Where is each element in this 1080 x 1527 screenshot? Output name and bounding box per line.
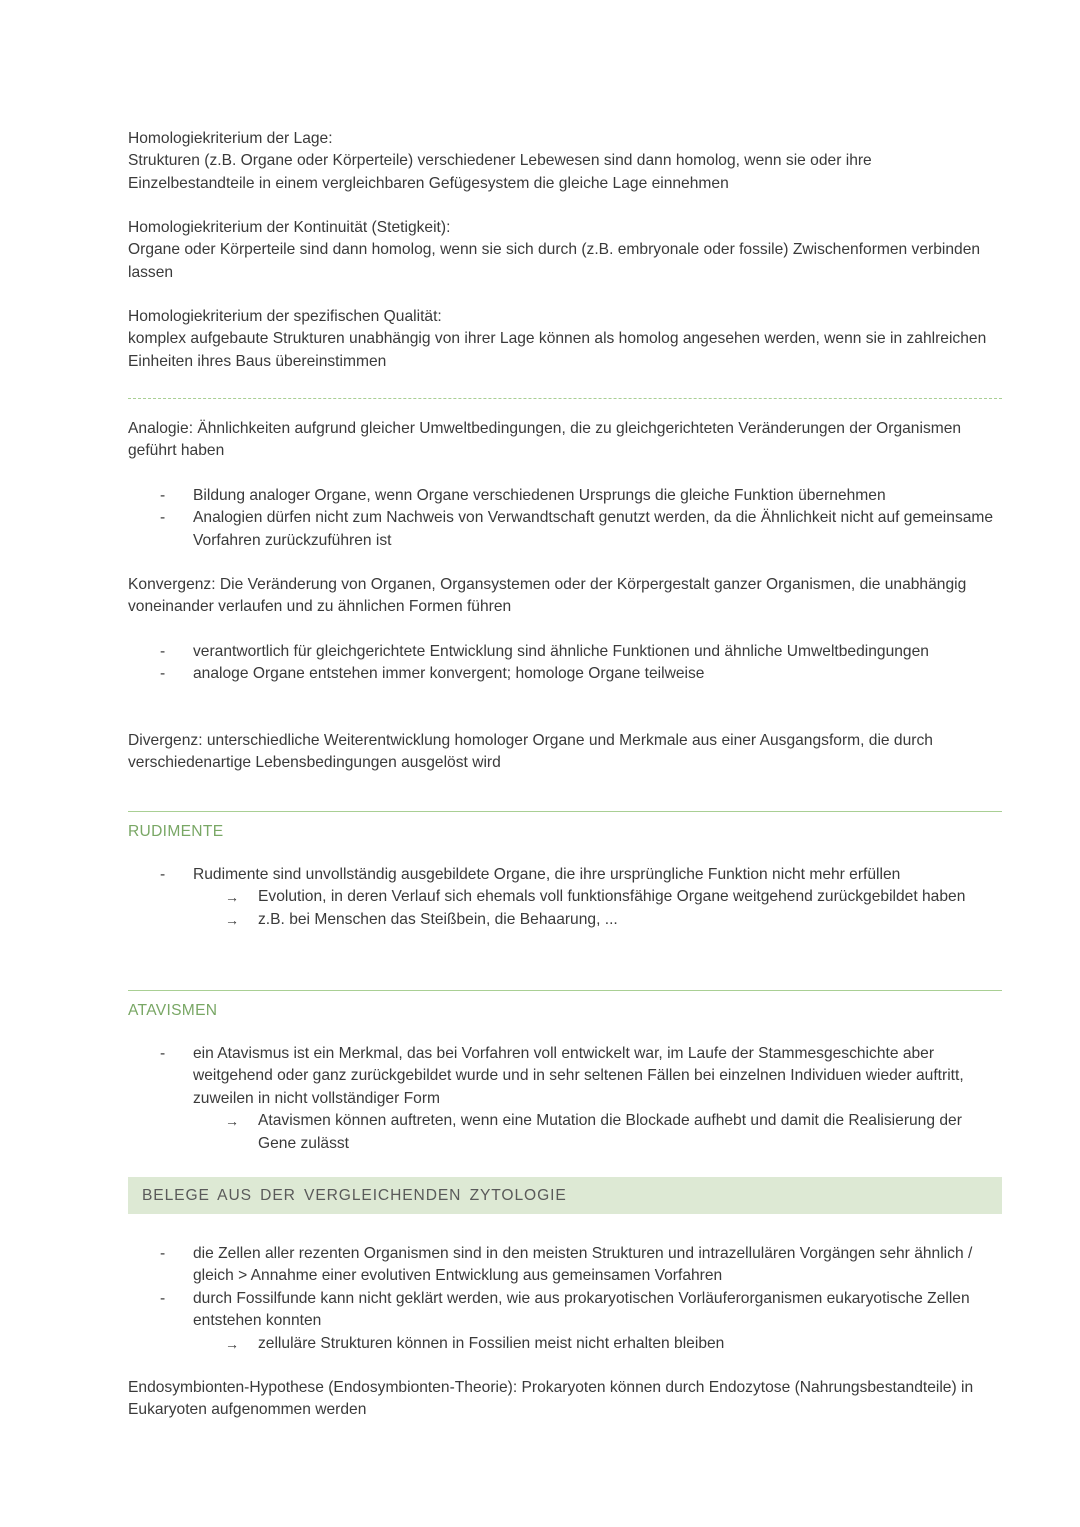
homologie-lage-title: Homologiekriterium der Lage:	[128, 130, 333, 147]
dash-bullet: -	[160, 1289, 166, 1307]
konvergenz-list	[128, 641, 1002, 686]
dash-bullet: -	[160, 487, 166, 504]
homologie-qualitaet-title: Homologiekriterium der spezifischen Qualität:	[128, 308, 442, 325]
dash-bullet: -	[160, 1045, 166, 1062]
atavismen-list	[128, 1043, 1002, 1155]
rudimente-divider	[128, 811, 1002, 812]
konvergenz-text: Konvergenz: Die Veränderung von Organen, Organsystemen oder der Körpergestalt ganzer Organismen, die unabhängig voneinander verlaufen und zu ähnlichen Formen führen	[128, 576, 967, 616]
homologie-kontinuitaet	[128, 217, 1002, 284]
homologie-qualitaet	[128, 306, 1002, 373]
endosymbionten-section	[128, 1377, 1002, 1422]
list-item: - ein Atavismus ist ein Merkmal, das bei Vorfahren voll entwickelt war, im Laufe der Stammesgeschichte aber weitgehend oder ganz zurückgebildet wurde und in sehr seltenen Fällen bei einzelnen Individuen wieder auftritt, zuweilen in nicht vollständiger Form → Atavismen können auftreten, wenn eine Mutation die Blockade aufhebt und damit die Realisierung der Gene zulässt	[128, 1043, 1002, 1155]
arrow-item: → zelluläre Strukturen können in Fossilien meist nicht erhalten bleiben	[193, 1333, 1002, 1355]
homologie-kontinuitaet-title: Homologiekriterium der Kontinuität (Stetigkeit):	[128, 219, 451, 236]
list-item: - durch Fossilfunde kann nicht geklärt werden, wie aus prokaryotischen Vorläuferorganismen eukaryotische Zellen entstehen konnten → zelluläre Strukturen können in Fossilien meist nicht erhalten bleiben	[128, 1288, 1002, 1355]
arrow-right-icon: →	[225, 911, 239, 928]
konvergenz-section	[128, 574, 1002, 619]
zytologie-list	[128, 1243, 1002, 1355]
rudimente-heading: RUDIMENTE	[128, 823, 224, 840]
dash-bullet: -	[160, 866, 166, 883]
list-item: - Rudimente sind unvollständig ausgebildete Organe, die ihre ursprüngliche Funktion nicht mehr erfüllen → Evolution, in deren Verlauf sich ehemals voll funktionsfähige Organe weitgehend zurückgebildet haben → z.B. bei Menschen das Steißbein, die Behaarung, ...	[128, 864, 1002, 931]
dash-bullet: -	[160, 643, 166, 660]
arrow-item: → z.B. bei Menschen das Steißbein, die Behaarung, ...	[193, 909, 1002, 931]
dashed-divider	[128, 398, 1002, 399]
atavismen-divider	[128, 990, 1002, 991]
divergenz-text: Divergenz: unterschiedliche Weiterentwicklung homologer Organe und Merkmale aus einer Ausgangsform, die durch verschiedenartige Lebensbedingungen ausgelöst wird	[128, 732, 933, 772]
arrow-item: → Evolution, in deren Verlauf sich ehemals voll funktionsfähige Organe weitgehend zurückgebildet haben	[193, 886, 1002, 908]
homologie-lage-text: Strukturen (z.B. Organe oder Körperteile) verschiedener Lebewesen sind dann homolog, wenn sie oder ihre Einzelbestandteile in einem vergleichbaren Gefügesystem die gleiche Lage einnehmen	[128, 152, 872, 192]
dash-bullet: -	[160, 509, 166, 527]
list-item: - analoge Organe entstehen immer konvergent; homologe Organe teilweise	[128, 663, 1002, 685]
divergenz-section	[128, 730, 1002, 775]
dash-bullet: -	[160, 1245, 166, 1262]
arrow-item: → Atavismen können auftreten, wenn eine Mutation die Blockade aufhebt und damit die Realisierung der Gene zulässt	[225, 1112, 962, 1152]
zytologie-heading: BELEGE AUS DER VERGLEICHENDEN ZYTOLOGIE	[142, 1187, 567, 1204]
homologie-qualitaet-text: komplex aufgebaute Strukturen unabhängig von ihrer Lage können als homolog angesehen werden, wenn sie in zahlreichen Einheiten ihres Baus übereinstimmen	[128, 330, 987, 370]
arrow-right-icon: →	[225, 889, 239, 906]
homologie-lage	[128, 128, 1002, 195]
list-item: - Bildung analoger Organe, wenn Organe verschiedenen Ursprungs die gleiche Funktion übernehmen	[128, 485, 1002, 507]
zytologie-banner	[128, 1177, 1002, 1214]
analogie-list	[128, 485, 1002, 552]
analogie-text: Analogie: Ähnlichkeiten aufgrund gleicher Umweltbedingungen, die zu gleichgerichteten Veränderungen der Organismen geführt haben	[128, 420, 962, 460]
list-item: - Analogien dürfen nicht zum Nachweis von Verwandtschaft genutzt werden, da die Ähnlichkeit nicht auf gemeinsame Vorfahren zurückzuführen ist	[160, 509, 994, 549]
endosymbionten-text: Endosymbionten-Hypothese (Endosymbionten-Theorie): Prokaryoten können durch Endozytose (Nahrungsbestandteile) in Eukaryoten aufgenommen werden	[128, 1379, 974, 1419]
dash-bullet: -	[160, 665, 166, 683]
atavismen-heading: ATAVISMEN	[128, 1002, 218, 1019]
rudimente-list	[128, 864, 1002, 931]
arrow-right-icon: →	[225, 1113, 239, 1130]
list-item: - verantwortlich für gleichgerichtete Entwicklung sind ähnliche Funktionen und ähnliche Umweltbedingungen	[128, 641, 1002, 663]
homologie-kontinuitaet-text: Organe oder Körperteile sind dann homolog, wenn sie sich durch (z.B. embryonale oder fossile) Zwischenformen verbinden lassen	[128, 241, 981, 281]
arrow-right-icon: →	[225, 1335, 239, 1352]
analogie-section	[128, 418, 1002, 463]
list-item: - die Zellen aller rezenten Organismen sind in den meisten Strukturen und intrazellulären Vorgängen sehr ähnlich / gleich > Annahme einer evolutiven Entwicklung aus gemeinsamen Vorfahren	[160, 1245, 973, 1285]
